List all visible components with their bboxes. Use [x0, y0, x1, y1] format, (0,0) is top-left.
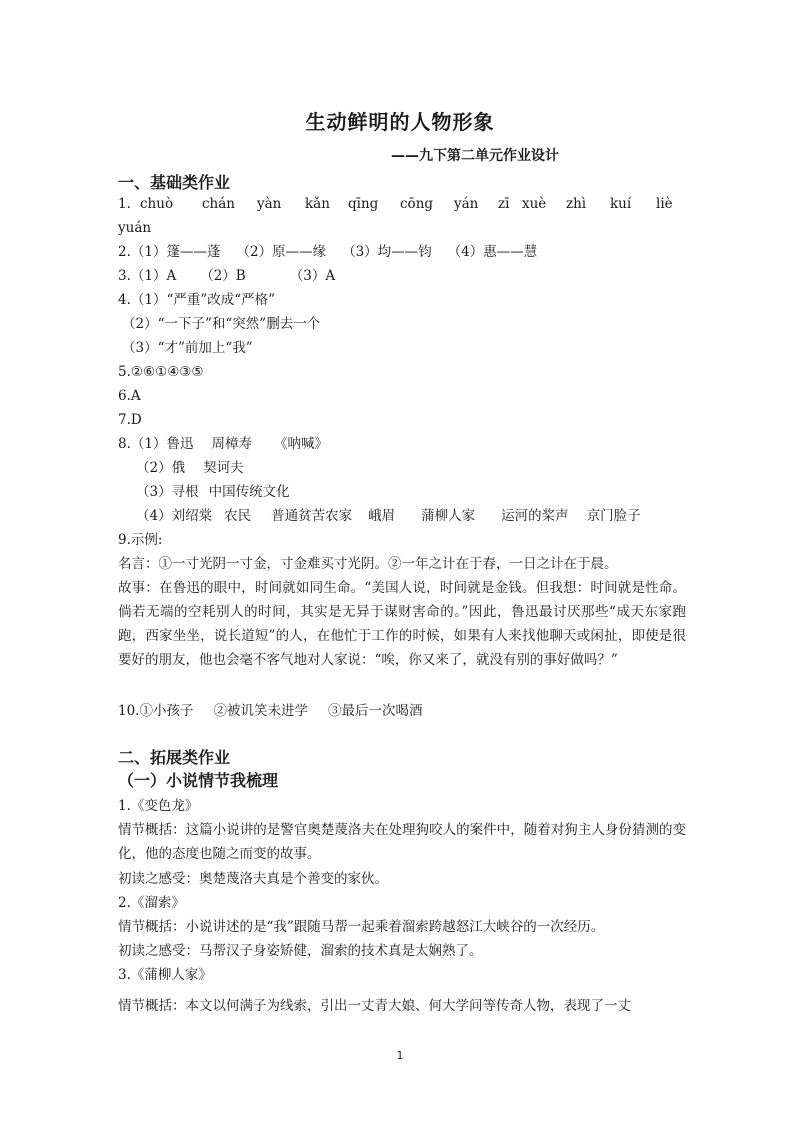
pinyin-item: liè [656, 196, 673, 212]
q1-number: 1. [118, 196, 131, 212]
q10-line [118, 702, 698, 720]
q8-line-3 [136, 483, 716, 501]
pinyin-item: cōng [400, 196, 434, 212]
q8-line-1 [118, 435, 698, 453]
q8-answer: （4）刘绍棠 [136, 508, 213, 524]
q4-line-3: （3）“才”前加上“我” [122, 340, 253, 356]
q8-answer: 中国传统文化 [208, 484, 290, 500]
pinyin-item: zī [498, 196, 510, 212]
pinyin-item: qīng [348, 196, 379, 212]
pinyin-item: chán [202, 196, 235, 212]
pinyin-item: xuè [522, 196, 547, 212]
q4-line-2: （2）“一下子”和“突然”删去一个 [122, 316, 321, 332]
page-subtitle: ——九下第二单元作业设计 [391, 148, 559, 164]
q9-label: 9.示例: [118, 532, 163, 548]
q8-answer: 农民 [224, 508, 252, 524]
q2-part: （4）惠——慧 [447, 244, 538, 260]
pinyin-item: zhì [566, 196, 587, 212]
q3-part: 3.（1）A [118, 268, 177, 284]
pinyin-item: yán [454, 196, 479, 212]
q1-pinyin-cont: yuán [118, 220, 152, 236]
q6-line: 6.A [118, 388, 141, 404]
pinyin-item: chuò [140, 196, 174, 212]
q8-line-4 [136, 507, 716, 525]
story-feeling: 初读之感受：奥楚蔑洛夫真是个善变的家伙。 [118, 871, 388, 887]
pinyin-item: yàn [257, 196, 282, 212]
q8-answer: 京门脸子 [586, 508, 641, 524]
q9-story: 故事：在鲁迅的眼中，时间就如同生命。“美国人说，时间就是金钱。但我想：时间就是性命。倘若无端的空耗别人的时间，其实是无异于谋财害命的。”因此，鲁迅最讨厌那些“成天东家跑跑，西家坐坐，说长道短”的人，在他忙于工作的时候，如果有人来找他聊天或闲扯，即使是很要好的朋友，他也会毫不客气地对人家说：“唉，你又来了，就没有别的事好做吗？” [118, 580, 686, 668]
section-heading-basic: 一、基础类作业 [118, 173, 231, 192]
section-heading-extension: 二、拓展类作业 [118, 748, 231, 767]
q8-answer: 蒲柳人家 [421, 508, 476, 524]
q8-line-2 [136, 459, 716, 477]
pinyin-item: kǎn [305, 196, 330, 212]
q2-part: （2）原——缘 [236, 244, 327, 260]
q8-answer: 《呐喊》 [273, 436, 328, 452]
q5-line: 5.②⑥①④③⑤ [118, 364, 204, 380]
q2-part: 2.（1）篷——蓬 [118, 244, 221, 260]
q10-answer: ②被讥笑未进学 [213, 703, 308, 719]
q8-answer: 8.（1）鲁迅 [118, 436, 194, 452]
q8-answer: （3）寻根 [136, 484, 199, 500]
pinyin-item: kuí [610, 196, 632, 212]
q8-answer: 普通贫苦农家 [271, 508, 353, 524]
q8-answer: 周樟寿 [211, 436, 252, 452]
story-feeling: 初读之感受：马帮汉子身姿矫健，溜索的技术真是太娴熟了。 [118, 943, 483, 959]
q8-answer: 运河的桨声 [501, 508, 569, 524]
q3-part: （2）B [200, 268, 246, 284]
q2-line [118, 243, 698, 261]
q9-quote: 名言：①一寸光阴一寸金，寸金难买寸光阴。②一年之计在于春，一日之计在于晨。 [118, 556, 618, 572]
story-plot: 情节概括：本文以何满子为线索，引出一丈青大娘、何大学问等传奇人物，表现了一丈 [118, 998, 631, 1014]
story-plot: 情节概括：这篇小说讲的是警官奥楚蔑洛夫在处理狗咬人的案件中，随着对狗主人身份猜测的变化，他的态度也随之而变的故事。 [118, 822, 686, 862]
story-title: 1.《变色龙》 [118, 798, 199, 814]
q3-line [118, 267, 698, 285]
q8-answer: （2）俄 [136, 460, 186, 476]
story-title: 3.《蒲柳人家》 [118, 967, 212, 983]
q10-answer: ③最后一次喝酒 [327, 703, 423, 719]
q2-part: （3）均——钧 [342, 244, 432, 260]
q4-line-1: 4.（1）“严重”改成“严格” [118, 292, 276, 308]
q3-part: （3）A [289, 268, 336, 284]
q7-line: 7.D [118, 412, 142, 428]
subsection-heading-plot: （一）小说情节我梳理 [118, 771, 279, 790]
story-plot: 情节概括：小说讲述的是“我”跟随马帮一起乘着溜索跨越怒江大峡谷的一次经历。 [118, 919, 605, 935]
page-number: 1 [396, 1049, 404, 1062]
q8-answer: 契诃夫 [203, 460, 244, 476]
q1-pinyin-line [118, 195, 698, 213]
q10-answer: 10.①小孩子 [118, 703, 194, 719]
q8-answer: 峨眉 [368, 508, 396, 524]
story-title: 2.《溜索》 [118, 895, 185, 911]
page-title: 生动鲜明的人物形象 [305, 110, 495, 134]
